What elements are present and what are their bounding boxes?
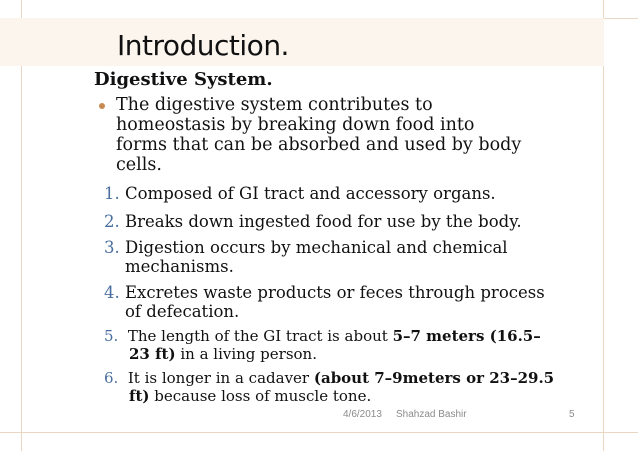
- list-text: Excretes waste products or feces through process: [125, 283, 545, 302]
- bullet-line: The digestive system contributes to: [116, 95, 433, 115]
- list-number: 1.: [104, 184, 120, 203]
- list-number: 5.: [104, 327, 119, 345]
- list-text: in a living person.: [175, 345, 317, 363]
- footer-date: 4/6/2013: [343, 409, 382, 420]
- list-item: [104, 283, 545, 321]
- title-band: [0, 18, 604, 66]
- list-text: The length of the GI tract is about: [127, 327, 393, 345]
- list-text-bold: 5–7 meters (16.5–: [392, 327, 541, 345]
- list-number: 3.: [104, 238, 120, 257]
- list-text: because loss of muscle tone.: [149, 387, 372, 405]
- list-item: [104, 327, 541, 363]
- list-item: [104, 369, 554, 405]
- list-item: [104, 212, 522, 231]
- list-text-continued: mechanisms.: [125, 257, 234, 276]
- list-item: [104, 184, 496, 203]
- list-number: 6.: [104, 369, 119, 387]
- list-text-bold: ft): [129, 387, 150, 405]
- footer-author: Shahzad Bashir: [396, 409, 467, 420]
- frame-line-bottom: [0, 432, 638, 433]
- slide-title: Introduction.: [117, 29, 289, 62]
- list-text-bold: (about 7–9meters or 23–29.5: [313, 369, 555, 387]
- frame-line-right: [603, 0, 604, 451]
- bullet-line: forms that can be absorbed and used by body: [116, 135, 522, 155]
- bullet-line: homeostasis by breaking down food into: [116, 115, 475, 135]
- list-number: 2.: [104, 212, 120, 231]
- list-text: Composed of GI tract and accessory organs.: [125, 184, 496, 203]
- list-item: [104, 238, 508, 276]
- list-text: Breaks down ingested food for use by the body.: [125, 212, 522, 231]
- bullet-paragraph: [116, 95, 596, 175]
- slide-subtitle: Digestive System.: [94, 69, 273, 90]
- list-number: 4.: [104, 283, 120, 302]
- list-text: It is longer in a cadaver: [127, 369, 314, 387]
- bullet-line: cells.: [116, 155, 162, 175]
- list-text: Digestion occurs by mechanical and chemical: [125, 238, 508, 257]
- list-text-bold: 23 ft): [129, 345, 176, 363]
- bullet-icon: [99, 103, 105, 109]
- list-text-continued: of defecation.: [125, 302, 240, 321]
- footer-page-number: 5: [569, 409, 575, 420]
- frame-line-left: [21, 0, 22, 451]
